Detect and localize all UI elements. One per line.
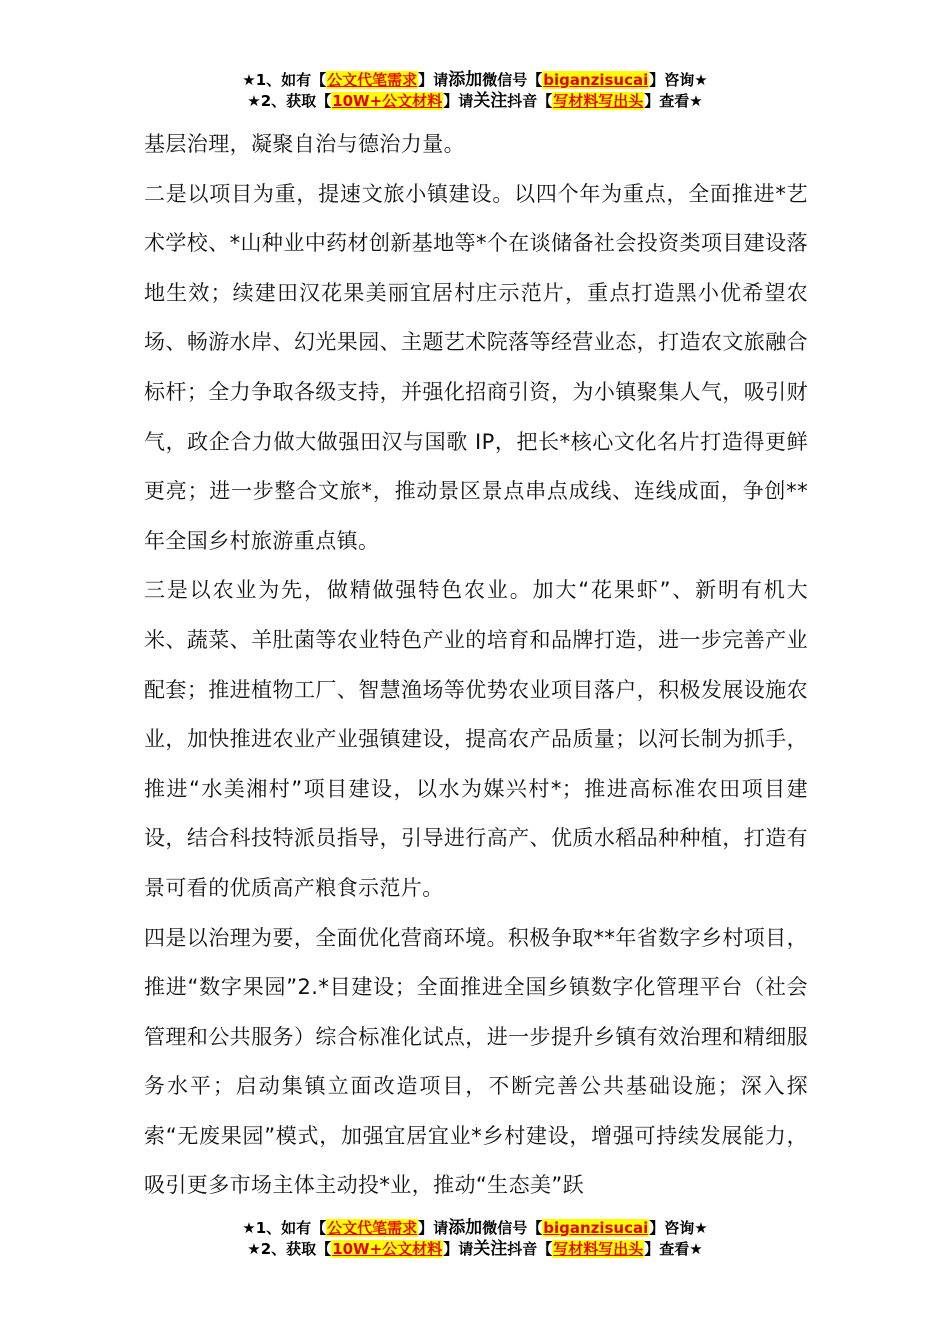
banner-text: 微信号【 (482, 71, 543, 89)
banner-text: ★1、如有【 (242, 1219, 327, 1237)
banner-text: 】请 (443, 1240, 474, 1258)
banner-emphasis: 添加 (448, 70, 483, 90)
highlight-service: 公文代笔需求 (327, 71, 418, 89)
banner-line-1 (0, 1218, 950, 1239)
banner-text: ★2、获取【 (247, 1240, 332, 1258)
banner-text: ★2、获取【 (247, 92, 332, 110)
paragraph: 二是以项目为重，提速文旅小镇建设。以四个年为重点，全面推进*艺术学校、*山种业中药材创新基地等*个在谈储备社会投资类项目建设落地生效；续建田汉花果美丽宜居村庄示范片，重点打造黑小优希望农场、畅游水岸、幻光果园、主题艺术院落等经营业态，打造农文旅融合标杆；全力争取各级支持，并强化招商引资，为小镇聚集人气，吸引财气，政企合力做大做强田汉与国歌 IP，把长*核心文化名片打造得更鲜更亮；进一步整合文旅*，推动景区景点串点成线、连线成面，争创**年全国乡村旅游重点镇。 (144, 181, 808, 553)
banner-text: 】请 (418, 71, 449, 89)
wechat-id: biganzisucai (543, 1219, 649, 1237)
bottom-banner (0, 1218, 950, 1260)
banner-text: 】请 (443, 92, 474, 110)
douyin-account: 写材料写出头 (553, 1240, 644, 1258)
paragraph: 三是以农业为先，做精做强特色农业。加大“花果虾”、新明有机大米、蔬菜、羊肚菌等农业特色产业的培育和品牌打造，进一步完善产业配套；推进植物工厂、智慧渔场等优势农业项目落户，积极发展设施农业，加快推进农业产业强镇建设，提高农产品质量；以河长制为抓手，推进“水美湘村”项目建设，以水为媒兴村*；推进高标准农田项目建设，结合科技特派员指导，引导进行高产、优质水稻品种种植，打造有景可看的优质高产粮食示范片。 (144, 578, 808, 900)
highlight-service: 公文代笔需求 (327, 1219, 418, 1237)
banner-text: 】查看★ (644, 1240, 703, 1258)
banner-emphasis: 添加 (448, 1218, 483, 1238)
highlight-materials: 10W+公文材料 (332, 1240, 443, 1258)
highlight-materials: 10W+公文材料 (332, 92, 443, 110)
banner-line-2 (0, 91, 950, 112)
banner-text: 微信号【 (482, 1219, 543, 1237)
banner-line-2 (0, 1239, 950, 1260)
banner-text: 】咨询★ (649, 71, 708, 89)
document-body (144, 120, 808, 1211)
wechat-id: biganzisucai (543, 71, 649, 89)
douyin-account: 写材料写出头 (553, 92, 644, 110)
banner-emphasis: 关注 (473, 91, 508, 111)
banner-emphasis: 关注 (473, 1239, 508, 1259)
banner-text: 抖音【 (507, 92, 553, 110)
banner-text: ★1、如有【 (242, 71, 327, 89)
paragraph: 基层治理，凝聚自治与德治力量。 (144, 132, 465, 156)
banner-text: 】查看★ (644, 92, 703, 110)
paragraph: 四是以治理为要，全面优化营商环境。积极争取**年省数字乡村项目，推进“数字果园”2.*目建设；全面推进全国乡镇数字化管理平台（社会管理和公共服务）综合标准化试点，进一步提升乡镇有效治理和精细服务水平；启动集镇立面改造项目，不断完善公共基础设施；深入探索“无废果园”模式，加强宜居宜业*乡村建设，增强可持续发展能力，吸引更多市场主体主动投*业，推动“生态美”跃 (144, 925, 808, 1198)
banner-text: 】咨询★ (649, 1219, 708, 1237)
top-banner (0, 70, 950, 112)
banner-line-1 (0, 70, 950, 91)
banner-text: 】请 (418, 1219, 449, 1237)
banner-text: 抖音【 (507, 1240, 553, 1258)
